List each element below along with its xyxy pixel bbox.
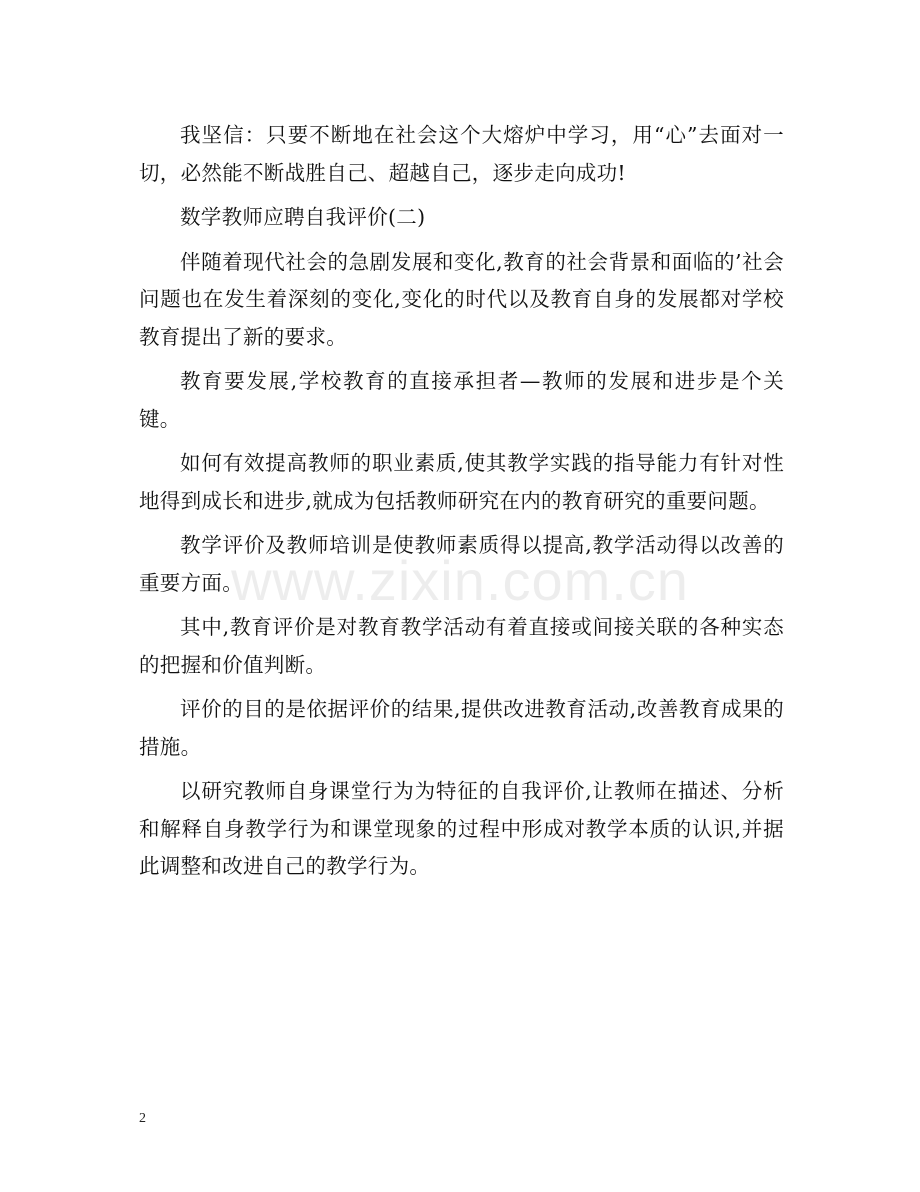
page-number: 2 — [139, 1111, 146, 1126]
paragraph-1: 我坚信：只要不断地在社会这个大熔炉中学习，用“心”去面对一切，必然能不断战胜自己、超越自己，逐步走向成功! — [139, 123, 784, 185]
paragraph-4: 如何有效提高教师的职业素质,使其教学实践的指导能力有针对性地得到成长和进步,就成为包括教师研究在内的教育研究的重要问题。 — [139, 451, 784, 513]
paragraph-7: 评价的目的是依据评价的结果,提供改进教育活动,改善教育成果的措施。 — [139, 697, 784, 759]
watermark: www.zixin.com.cn — [231, 549, 689, 612]
paragraph-2: 伴随着现代社会的急剧发展和变化,教育的社会背景和面临的’社会问题也在发生着深刻的变化,变化的时代以及教育自身的发展都对学校教育提出了新的要求。 — [139, 249, 784, 349]
document-body — [139, 117, 784, 893]
paragraph-5: 教学评价及教师培训是使教师素质得以提高,教学活动得以改善的重要方面。 — [139, 533, 784, 595]
paragraph-3: 教育要发展,学校教育的直接承担者—教师的发展和进步是个关键。 — [139, 369, 784, 431]
paragraph-8: 以研究教师自身课堂行为为特征的自我评价,让教师在描述、分析和解释自身教学行为和课堂现象的过程中形成对教学本质的认识,并据此调整和改进自己的教学行为。 — [139, 779, 784, 878]
section-heading: 数学教师应聘自我评价(二) — [180, 205, 426, 229]
paragraph-6: 其中,教育评价是对教育教学活动有着直接或间接关联的各种实态的把握和价值判断。 — [139, 615, 784, 677]
